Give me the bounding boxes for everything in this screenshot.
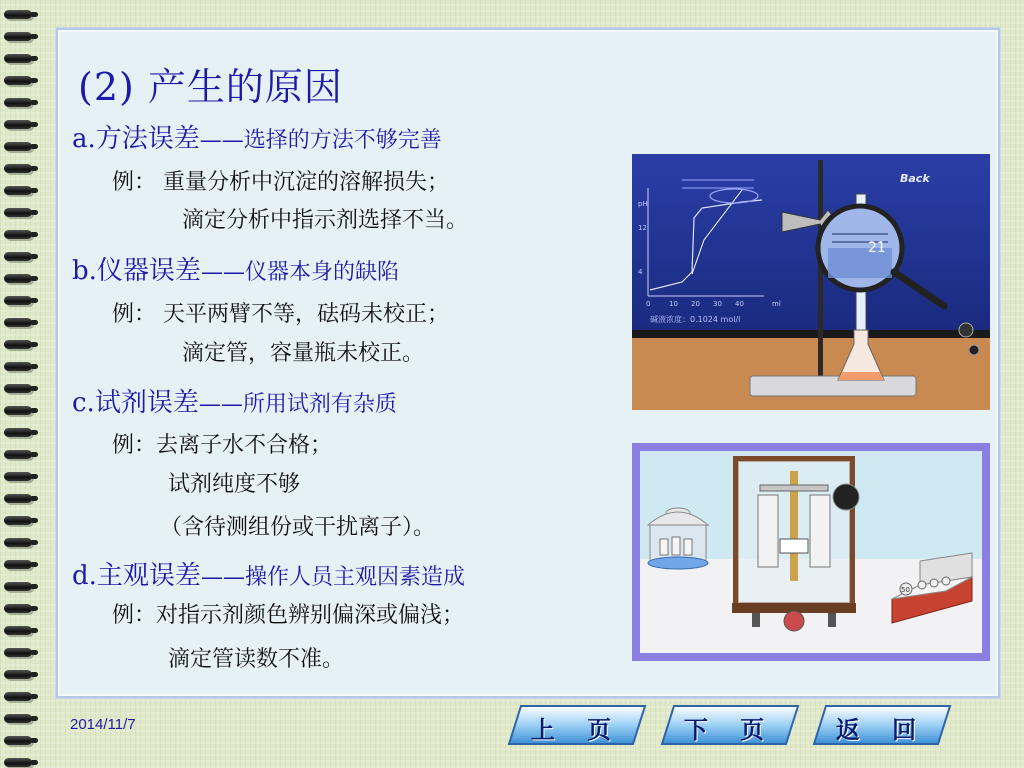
section-c-letter: c. <box>72 388 95 418</box>
section-b-example-1: 例： 天平两臂不等，砝码未校正； <box>112 302 449 327</box>
bench <box>632 336 990 410</box>
binding-ring <box>4 516 32 525</box>
section-a-example-1: 例： 重量分析中沉淀的溶解损失； <box>112 170 449 195</box>
section-a-dash: —— <box>199 128 244 153</box>
x-tick-10: 10 <box>669 300 678 308</box>
binding-ring <box>4 318 32 327</box>
back-label[interactable]: Back <box>900 172 930 185</box>
balance-scene <box>640 451 982 653</box>
binding-ring <box>4 296 32 305</box>
x-tick-0: 0 <box>646 300 651 308</box>
binding-ring <box>4 208 32 217</box>
burette-reading: 21 <box>868 240 886 256</box>
prev-page-label: 上 页 <box>530 715 624 744</box>
binding-ring <box>4 714 32 723</box>
binding-ring <box>4 54 32 63</box>
binding-ring <box>4 604 32 613</box>
section-c-example-3: （含待测组份或干扰离子）。 <box>160 515 436 540</box>
balance-svg <box>640 451 982 653</box>
titration-illustration <box>632 154 990 410</box>
binding-ring <box>4 98 32 107</box>
section-a-name: 方法误差 <box>95 124 200 154</box>
spiral-binding <box>0 0 46 768</box>
binding-ring <box>4 648 32 657</box>
stand-rod <box>818 160 823 386</box>
section-a-desc: 选择的方法不够完善 <box>243 128 442 153</box>
binding-ring <box>4 450 32 459</box>
section-c-dash: —— <box>198 392 243 417</box>
section-d-heading <box>72 555 465 592</box>
section-a-letter: a. <box>72 124 96 154</box>
return-button[interactable] <box>812 704 952 746</box>
section-c-heading <box>72 382 397 419</box>
binding-ring <box>4 340 32 349</box>
slide-title: (2) 产生的原因 <box>78 65 343 109</box>
binding-ring <box>4 10 32 19</box>
section-b-letter: b. <box>72 256 97 286</box>
binding-ring <box>4 582 32 591</box>
binding-ring <box>4 758 32 767</box>
binding-ring <box>4 494 32 503</box>
x-tick-40: 40 <box>735 300 744 308</box>
binding-ring <box>4 560 32 569</box>
section-b-name: 仪器误差 <box>96 256 201 286</box>
slide-date: 2014/11/7 <box>70 716 136 733</box>
x-axis-unit: ml <box>772 300 781 308</box>
section-a-example-2: 滴定分析中指示剂选择不当。 <box>182 208 469 233</box>
section-d-desc: 操作人员主观因素造成 <box>244 565 465 590</box>
return-label: 返 回 <box>835 715 929 744</box>
section-c-example-1: 例：去离子水不合格； <box>112 433 333 458</box>
binding-ring <box>4 142 32 151</box>
section-d-name: 主观误差 <box>96 561 201 591</box>
x-tick-30: 30 <box>713 300 722 308</box>
binding-ring <box>4 428 32 437</box>
binding-ring <box>4 472 32 481</box>
binding-ring <box>4 736 32 745</box>
next-page-label: 下 页 <box>683 715 777 744</box>
binding-ring <box>4 230 32 239</box>
stand-base <box>750 376 916 396</box>
section-b-example-2: 滴定管，容量瓶未校正。 <box>182 341 425 366</box>
section-c-example-2: 试剂纯度不够 <box>168 472 301 497</box>
binding-ring <box>4 32 32 41</box>
section-d-example-1: 例：对指示剂颜色辨别偏深或偏浅； <box>112 603 465 628</box>
section-a-heading <box>72 118 442 155</box>
section-b-dash: —— <box>200 260 245 285</box>
section-c-name: 试剂误差 <box>94 388 199 418</box>
binding-ring <box>4 274 32 283</box>
titration-svg <box>632 154 990 410</box>
binding-ring <box>4 538 32 547</box>
binding-ring <box>4 692 32 701</box>
section-d-example-2: 滴定管读数不准。 <box>168 647 345 672</box>
binding-ring <box>4 626 32 635</box>
x-tick-20: 20 <box>691 300 700 308</box>
next-page-button[interactable] <box>660 704 800 746</box>
binding-ring <box>4 384 32 393</box>
section-d-letter: d. <box>72 561 97 591</box>
binding-ring <box>4 252 32 261</box>
binding-ring <box>4 670 32 679</box>
section-b-desc: 仪器本身的缺陷 <box>244 260 399 285</box>
binding-ring <box>4 362 32 371</box>
analytical-balance <box>732 459 859 631</box>
weight-label: 50 <box>901 586 910 594</box>
binding-ring <box>4 164 32 173</box>
section-b-heading <box>72 250 399 287</box>
section-d-dash: —— <box>200 565 245 590</box>
binding-ring <box>4 76 32 85</box>
section-c-desc: 所用试剂有杂质 <box>242 392 397 417</box>
concentration-label: 碱液浓度：0.1024 mol/l <box>650 315 741 324</box>
balance-illustration <box>632 443 990 661</box>
prev-page-button[interactable] <box>507 704 647 746</box>
y-tick-12: 12 <box>638 224 647 232</box>
binding-ring <box>4 186 32 195</box>
binding-ring <box>4 120 32 129</box>
y-tick-4: 4 <box>638 268 643 276</box>
y-axis-label: pH <box>638 200 648 208</box>
binding-ring <box>4 406 32 415</box>
